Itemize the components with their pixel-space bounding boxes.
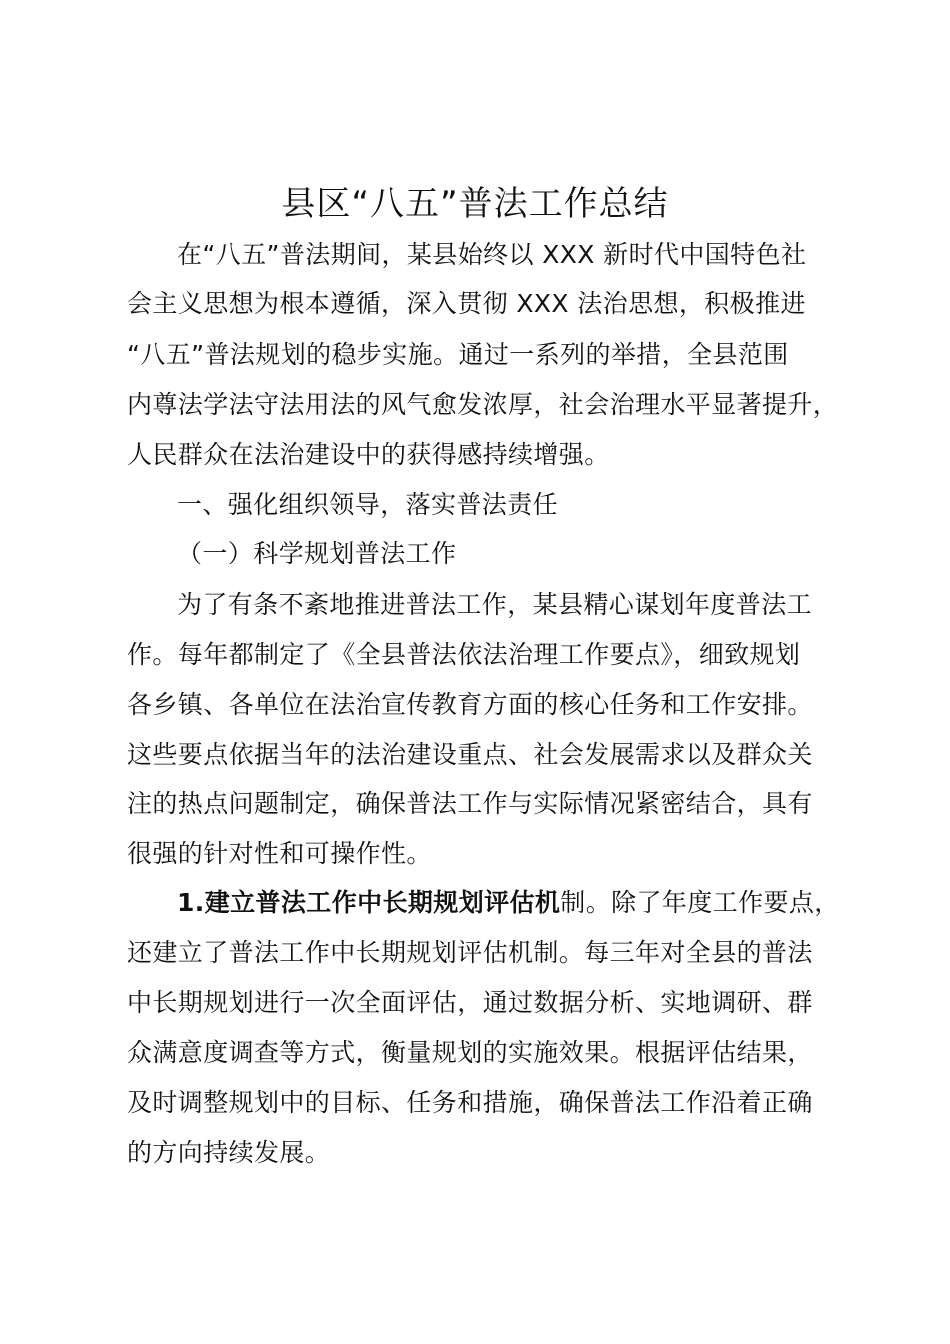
intro-line-5: 人民群众在法治建设中的获得感持续增强。 [127, 440, 610, 469]
subsection-heading: （一）科学规划普法工作 [177, 539, 457, 568]
para1-line-4: 这些要点依据当年的法治建设重点、社会发展需求以及群众关 [127, 740, 813, 769]
intro-line-3: “八五”普法规划的稳步实施。通过一系列的举措，全县范围 [127, 340, 789, 369]
para2-line-3: 中长期规划进行一次全面评估，通过数据分析、实地调研、群 [127, 988, 813, 1017]
para2-bold-lead: 1.建立普法工作中长期规划评估机 [177, 888, 561, 917]
section-heading: 一、强化组织领导，落实普法责任 [177, 490, 559, 519]
para1-line-6: 很强的针对性和可操作性。 [127, 839, 432, 868]
para1-line-2: 作。每年都制定了《全县普法依法治理工作要点》，细致规划 [127, 640, 801, 669]
intro-line-1: 在“八五”普法期间，某县始终以 XXX 新时代中国特色社 [177, 240, 807, 269]
para1-line-3: 各乡镇、各单位在法治宣传教育方面的核心任务和工作安排。 [127, 690, 813, 719]
para2-line-5: 及时调整规划中的目标、任务和措施，确保普法工作沿着正确 [127, 1088, 813, 1117]
para2-line-4: 众满意度调查等方式，衡量规划的实施效果。根据评估结果， [127, 1038, 813, 1067]
para2-first-line-rest: 制。除了年度工作要点， [560, 888, 840, 917]
para2-line-2: 还建立了普法工作中长期规划评估机制。每三年对全县的普法 [127, 938, 813, 967]
para2-line-1 [177, 886, 840, 920]
document-title: 县区“八五”普法工作总结 [281, 184, 669, 224]
intro-line-2: 会主义思想为根本遵循，深入贯彻 XXX 法治思想，积极推进 [127, 289, 806, 318]
para1-line-1: 为了有条不紊地推进普法工作，某县精心谋划年度普法工 [177, 590, 813, 619]
para2-line-6: 的方向持续发展。 [127, 1138, 331, 1167]
para1-line-5: 注的热点问题制定，确保普法工作与实际情况紧密结合，具有 [127, 789, 813, 818]
intro-line-4: 内尊法学法守法用法的风气愈发浓厚，社会治理水平显著提升， [127, 390, 839, 419]
